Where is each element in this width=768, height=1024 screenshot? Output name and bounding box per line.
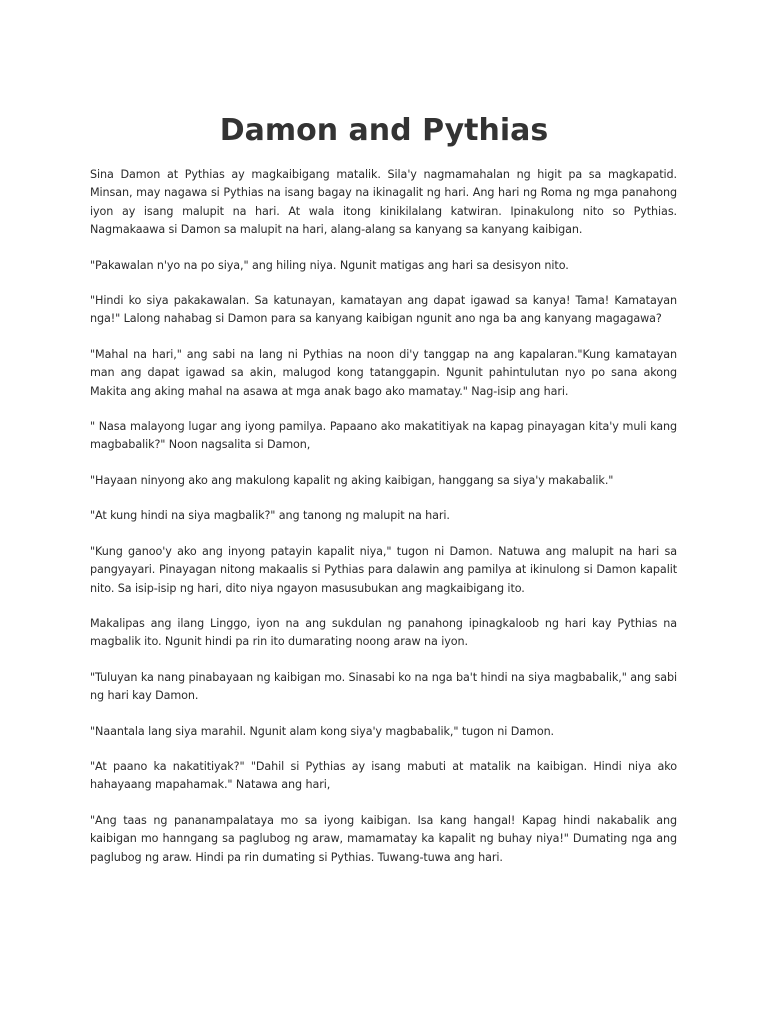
paragraph: "Ang taas ng pananampalataya mo sa iyong kaibigan. Isa kang hangal! Kapag hindi nakabalik ang kaibigan mo hanngang sa paglubog ng araw, mamamatay ka kapalit ng buhay niya!" Dumating nga ang paglubog ng araw. Hindi pa rin dumating si Pythias. Tuwang-tuwa ang hari. [90,813,677,864]
paragraph: Sina Damon at Pythias ay magkaibigang matalik. Sila'y nagmamahalan ng higit pa sa magkapatid. Minsan, may nagawa si Pythias na isang bagay na ikinagalit ng hari. Ang hari ng Roma ng mga panahong iyon ay isang malupit na hari. At wala itong kinikilalang katwiran. Ipinakulong nito so Pythias. Nagmakaawa si Damon sa malupit na hari, alang-alang sa kanyang sa kanyang kaibigan. [90,168,677,237]
document-title: Damon and Pythias [219,113,549,148]
paragraph: " Nasa malayong lugar ang iyong pamilya. Papaano ako makatitiyak na kapag pinayagan kita'y muli kang magbabalik?" Noon nagsalita si Damon, [90,420,677,452]
paragraph: "Hayaan ninyong ako ang makulong kapalit ng aking kaibigan, hanggang sa siya'y makabalik." [90,473,614,487]
paragraph: "Naantala lang siya marahil. Ngunit alam kong siya'y magbabalik," tugon ni Damon. [90,724,555,738]
document-body [90,166,677,884]
paragraph: "Kung ganoo'y ako ang inyong patayin kapalit niya," tugon ni Damon. Natuwa ang malupit na hari sa pangyayari. Pinayagan nitong makaalis si Pythias para dalawin ang pamilya at ikinulong si Damon kapalit nito. Sa isip-isip ng hari, dito niya ngayon masusubukan ang magkaibigang ito. [90,544,677,595]
paragraph: "Pakawalan n'yo na po siya," ang hiling niya. Ngunit matigas ang hari sa desisyon nito. [90,258,569,272]
paragraph: Makalipas ang ilang Linggo, iyon na ang sukdulan ng panahong ipinagkaloob ng hari kay Pythias na magbalik ito. Ngunit hindi pa rin ito dumarating noong araw na iyon. [90,616,677,649]
paragraph: "At kung hindi na siya magbalik?" ang tanong ng malupit na hari. [90,509,450,523]
paragraph: "At paano ka nakatitiyak?" "Dahil si Pythias ay isang mabuti at matalik na kaibigan. Hindi niya ako hahayaang mapahamak." Natawa ang hari, [90,759,677,792]
paragraph: "Tuluyan ka nang pinabayaan ng kaibigan mo. Sinasabi ko na nga ba't hindi na siya magbabalik," ang sabi ng hari kay Damon. [90,670,677,703]
paragraph: "Hindi ko siya pakakawalan. Sa katunayan, kamatayan ang dapat igawad sa kanya! Tama! Kamatayan nga!" Lalong nahabag si Damon para sa kanyang kaibigan ngunit ano nga ba ang kanyang magagawa? [90,294,677,326]
paragraph: "Mahal na hari," ang sabi na lang ni Pythias na noon di'y tanggap na ang kapalaran."Kung kamatayan man ang dapat igawad sa akin, malugod kong tatanggapin. Ngunit pahintulutan nyo po sana akong Makita ang aking mahal na asawa at mga anak bago ako mamatay." Nag-isip ang hari. [90,347,677,398]
